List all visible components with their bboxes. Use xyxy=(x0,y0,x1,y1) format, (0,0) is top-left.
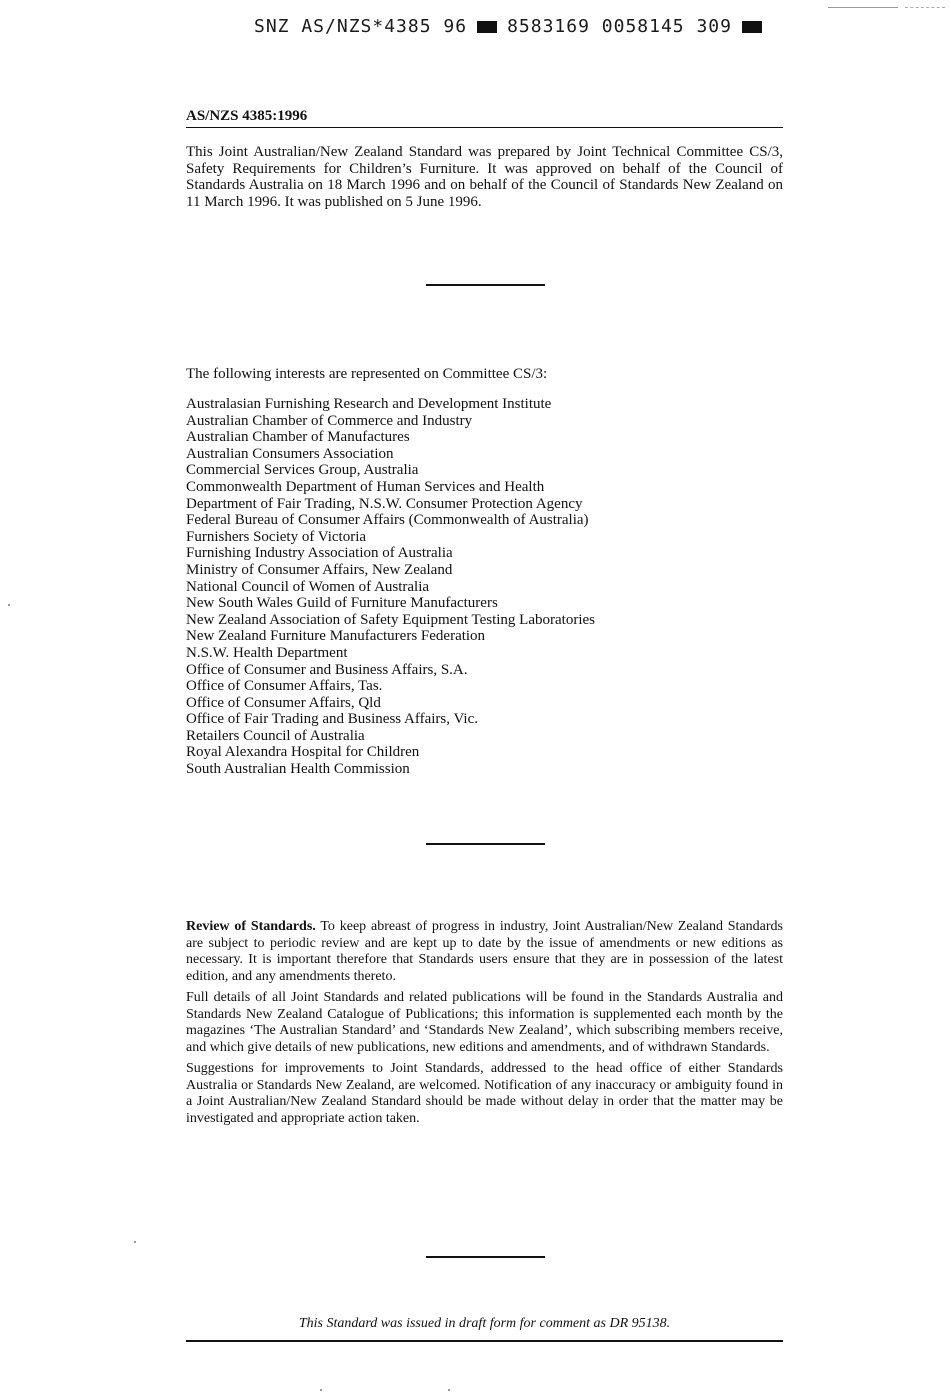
list-item: Department of Fair Trading, N.S.W. Consumer Protection Agency xyxy=(186,495,583,512)
scan-block-mark-end xyxy=(742,21,762,33)
list-item: Office of Consumer and Business Affairs, S.A. xyxy=(186,661,468,678)
review-title: Review of Standards. xyxy=(186,919,316,934)
corner-rule xyxy=(828,7,898,8)
list-item: Furnishers Society of Victoria xyxy=(186,528,367,545)
list-item: Royal Alexandra Hospital for Children xyxy=(186,744,420,761)
list-item: Australian Chamber of Commerce and Industry xyxy=(186,412,473,429)
scan-header xyxy=(254,16,762,37)
list-item: New Zealand Association of Safety Equipment Testing Laboratories xyxy=(186,611,595,628)
list-item: Retailers Council of Australia xyxy=(186,727,365,744)
interests-intro: The following interests are represented on Committee CS/3: xyxy=(186,366,548,382)
list-item: Commercial Services Group, Australia xyxy=(186,462,419,479)
list-item: Ministry of Consumer Affairs, New Zealand xyxy=(186,561,453,578)
list-item: South Australian Health Commission xyxy=(186,761,410,778)
list-item: New South Wales Guild of Furniture Manufacturers xyxy=(186,595,498,612)
list-item: Office of Fair Trading and Business Affairs, Vic. xyxy=(186,711,478,728)
review-paragraph-2: Full details of all Joint Standards and related publications will be found in the Standards Australia and Standards New Zealand Catalogue of Publications; this information is supplemented each month by the magazines ‘The Australian Standard’ and ‘Standards New Zealand’, which subscribing members receive, and which give details of new publications, new editions and amendments, and of withdrawn Standards. xyxy=(186,990,783,1055)
review-paragraph-3: Suggestions for improvements to Joint Standards, addressed to the head office of either Standards Australia or Standards New Zealand, are welcomed. Notification of any inaccuracy or ambiguity found in a Joint Australian/New Zealand Standard should be made without delay in order that the matter may be investigated and appropriate action taken. xyxy=(186,1061,783,1126)
list-item: Office of Consumer Affairs, Tas. xyxy=(186,678,383,695)
list-item: Commonwealth Department of Human Services and Health xyxy=(186,478,545,495)
corner-dash xyxy=(905,7,945,8)
standard-number-heading: AS/NZS 4385:1996 xyxy=(186,108,783,128)
list-item: New Zealand Furniture Manufacturers Federation xyxy=(186,628,486,645)
list-item: Federal Bureau of Consumer Affairs (Commonwealth of Australia) xyxy=(186,512,589,529)
scan-header-middle: 8583169 0058145 309 xyxy=(507,16,732,37)
list-item: Australian Consumers Association xyxy=(186,445,394,462)
list-item: Australian Chamber of Manufactures xyxy=(186,429,410,446)
list-item: Office of Consumer Affairs, Qld xyxy=(186,694,381,711)
review-section xyxy=(186,919,783,1132)
scan-speck xyxy=(134,1241,136,1243)
list-item: N.S.W. Health Department xyxy=(186,644,348,661)
footer-rule xyxy=(186,1340,783,1342)
draft-note: This Standard was issued in draft form for comment as DR 95138. xyxy=(298,1316,671,1331)
scan-speck xyxy=(320,1389,322,1391)
scan-header-left: SNZ AS/NZS*4385 96 xyxy=(254,16,468,37)
section-divider-3 xyxy=(426,1256,545,1258)
scan-speck xyxy=(8,604,10,606)
list-item: National Council of Women of Australia xyxy=(186,578,430,595)
review-paragraph-1 xyxy=(186,919,783,985)
scan-speck xyxy=(448,1389,450,1391)
review-text-1: To keep abreast of progress in industry, Joint Australian/New Zealand Standards are subject to periodic review and are kept up to date by the issue of amendments or new editions as necessary. It is important therefore that Standards users ensure that they are in possession of the latest edition, and any amendments thereto. xyxy=(186,919,783,984)
list-item: Australasian Furnishing Research and Development Institute xyxy=(186,396,552,412)
list-item: Furnishing Industry Association of Australia xyxy=(186,545,453,562)
scan-block-mark xyxy=(477,21,497,33)
section-divider-1 xyxy=(426,284,545,286)
intro-paragraph: This Joint Australian/New Zealand Standard was prepared by Joint Technical Committee CS/3, Safety Requirements for Children’s Furniture. It was approved on behalf of the Council of Standards Australia on 18 March 1996 and on behalf of the Council of Standards New Zealand on 11 March 1996. It was published on 5 June 1996. xyxy=(186,144,783,210)
section-divider-2 xyxy=(426,843,545,845)
interests-list xyxy=(186,396,595,778)
